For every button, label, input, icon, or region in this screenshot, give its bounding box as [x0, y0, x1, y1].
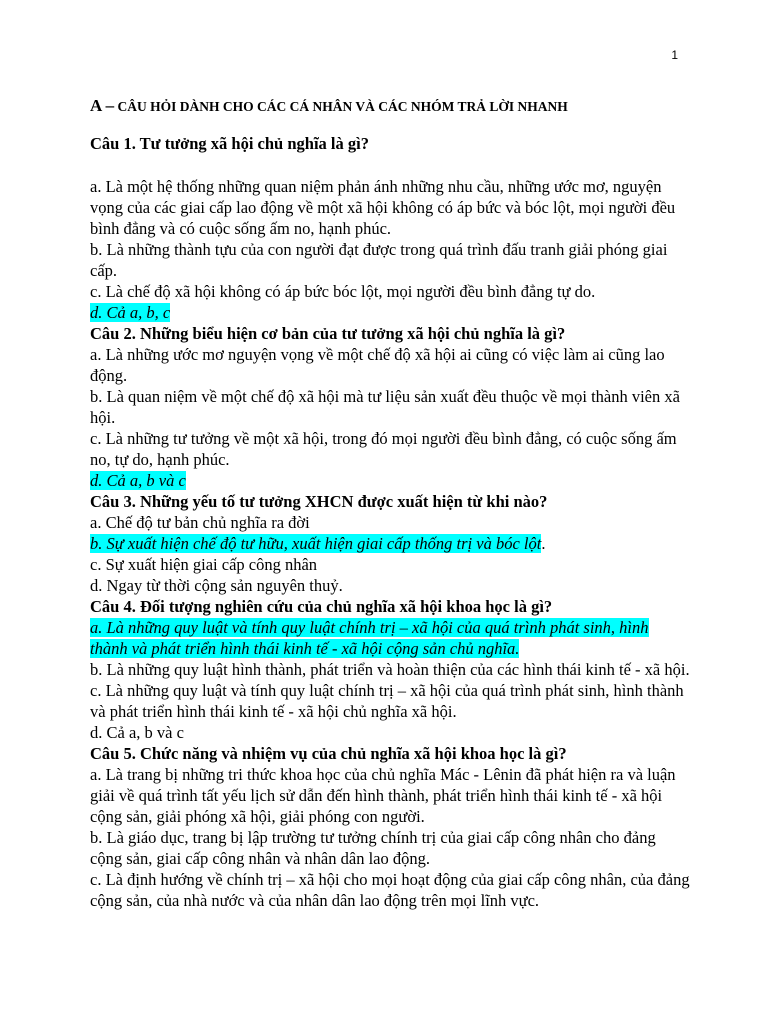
question-4-answer [90, 617, 690, 659]
question-2-answer [90, 470, 690, 491]
question-2-option-a: a. Là những ước mơ nguyện vọng về một chế độ xã hội ai cũng có việc làm ai cũng lao động. [90, 345, 665, 385]
question-1-option-a: a. Là một hệ thống những quan niệm phản ánh những nhu cầu, những ước mơ, nguyện vọng của các giai cấp lao động về một xã hội không có áp bức và bóc lột, mọi người đều bình đẳng và có cuộc sống ấm no, hạnh phúc. [90, 177, 676, 238]
question-4-title: Câu 4. Đối tượng nghiên cứu của chủ nghĩa xã hội khoa học là gì? [90, 597, 553, 616]
question-3-option-d: d. Ngay từ thời cộng sản nguyên thuỷ. [90, 576, 343, 595]
question-3-title: Câu 3. Những yếu tố tư tưởng XHCN được xuất hiện từ khi nào? [90, 492, 548, 511]
question-1-title: Câu 1. Tư tưởng xã hội chủ nghĩa là gì? [90, 134, 369, 153]
question-1-answer [90, 302, 690, 323]
question-4-option-c: c. Là những quy luật và tính quy luật chính trị – xã hội của quá trình phát sinh, hình thành và phát triển hình thái kinh tế - xã hội chủ nghĩa xã hội. [90, 681, 684, 721]
page-number: 1 [671, 48, 678, 62]
question-5-option-c: c. Là định hướng về chính trị – xã hội cho mọi hoạt động của giai cấp công nhân, của đảng cộng sản, của nhà nước và của nhân dân lao động trên mọi lĩnh vực. [90, 870, 690, 910]
section-heading [90, 95, 690, 117]
document-body [90, 95, 690, 911]
question-3-option-c: c. Sự xuất hiện giai cấp công nhân [90, 555, 318, 574]
question-1-option-c: c. Là chế độ xã hội không có áp bức bóc lột, mọi người đều bình đẳng tự do. [90, 282, 596, 301]
question-2-title: Câu 2. Những biểu hiện cơ bản của tư tưởng xã hội chủ nghĩa là gì? [90, 324, 566, 343]
question-1-option-b: b. Là những thành tựu của con người đạt được trong quá trình đấu tranh giải phóng giai cấp. [90, 240, 668, 280]
question-3-answer [90, 533, 690, 554]
section-letter: A – [90, 96, 115, 115]
question-4-option-a: a. Là những quy luật và tính quy luật chính trị – xã hội của quá trình phát sinh, hình thành và phát triển hình thái kinh tế - xã hội cộng sản chủ nghĩa. [90, 618, 649, 658]
question-3-option-b: b. Sự xuất hiện chế độ tư hữu, xuất hiện giai cấp thống trị và bóc lột [90, 534, 542, 553]
question-5-option-a: a. Là trang bị những tri thức khoa học của chủ nghĩa Mác - Lênin đã phát hiện ra và luận giải về quá trình tất yếu lịch sử dẫn đến hình thành, phát triển hình thái kinh tế - xã hội cộng sản, giải phóng xã hội, giải phóng con người. [90, 765, 676, 826]
question-2-option-b: b. Là quan niệm về một chế độ xã hội mà tư liệu sản xuất đều thuộc về mọi thành viên xã hội. [90, 387, 680, 427]
question-4-option-b: b. Là những quy luật hình thành, phát triển và hoàn thiện của các hình thái kinh tế - xã hội. [90, 660, 690, 679]
question-1-option-d: d. Cả a, b, c [90, 303, 171, 322]
question-2-option-c: c. Là những tư tưởng về một xã hội, trong đó mọi người đều bình đẳng, có cuộc sống ấm no, tự do, hạnh phúc. [90, 429, 677, 469]
question-5-option-b: b. Là giáo dục, trang bị lập trường tư tưởng chính trị của giai cấp công nhân cho đảng cộng sản, giai cấp công nhân và nhân dân lao động. [90, 828, 656, 868]
question-5-title: Câu 5. Chức năng và nhiệm vụ của chủ nghĩa xã hội khoa học là gì? [90, 744, 567, 763]
question-2-option-d: d. Cả a, b và c [90, 471, 186, 490]
section-title: CÂU HỎI DÀNH CHO CÁC CÁ NHÂN VÀ CÁC NHÓM TRẢ LỜI NHANH [117, 99, 568, 114]
question-3-option-a: a. Chế độ tư bản chủ nghĩa ra đời [90, 513, 310, 532]
question-4-option-d: d. Cả a, b và c [90, 723, 184, 742]
question-3-option-b-suffix: . [541, 534, 546, 553]
